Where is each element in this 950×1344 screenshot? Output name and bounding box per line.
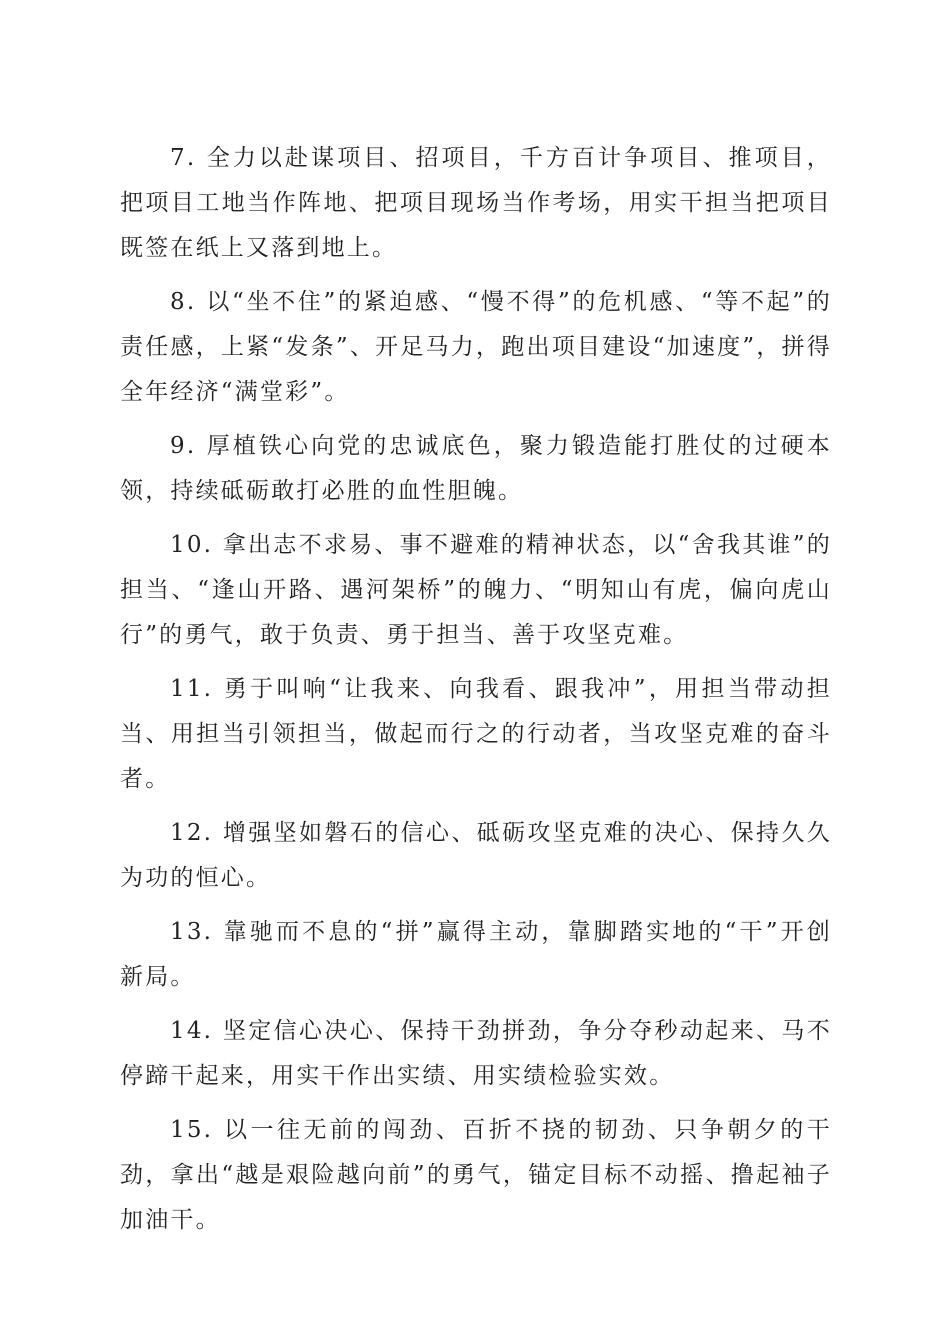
paragraph-8: 8. 以“坐不住”的紧迫感、“慢不得”的危机感、“等不起”的责任感，上紧“发条”、开足马力，跑出项目建设“加速度”，拼得全年经济“满堂彩”。: [120, 289, 832, 405]
paragraph-12: 12. 增强坚如磐石的信心、砥砺攻坚克难的决心、保持久久为功的恒心。: [120, 820, 832, 891]
paragraph-15: 15. 以一往无前的闯劲、百折不挠的韧劲、只争朝夕的干劲，拿出“越是艰险越向前”的勇气，锚定目标不动摇、撸起袖子加油干。: [120, 1117, 832, 1233]
paragraph-7: 7. 全力以赴谋项目、招项目，千方百计争项目、推项目，把项目工地当作阵地、把项目现场当作考场，用实干担当把项目既签在纸上又落到地上。: [120, 145, 832, 261]
paragraph-13: 13. 靠驰而不息的“拼”赢得主动，靠脚踏实地的“干”开创新局。: [120, 919, 832, 990]
paragraph-14: 14. 坚定信心决心、保持干劲拼劲，争分夺秒动起来、马不停蹄干起来，用实干作出实绩、用实绩检验实效。: [120, 1018, 832, 1089]
paragraph-11: 11. 勇于叫响“让我来、向我看、跟我冲”，用担当带动担当、用担当引领担当，做起而行之的行动者，当攻坚克难的奋斗者。: [120, 676, 832, 792]
paragraph-9: 9. 厚植铁心向党的忠诚底色，聚力锻造能打胜仗的过硬本领，持续砥砺敢打必胜的血性胆魄。: [120, 433, 832, 504]
paragraph-10: 10. 拿出志不求易、事不避难的精神状态，以“舍我其谁”的担当、“逢山开路、遇河架桥”的魄力、“明知山有虎，偏向虎山行”的勇气，敢于负责、勇于担当、善于攻坚克难。: [120, 532, 832, 648]
document-page: [120, 136, 832, 1252]
